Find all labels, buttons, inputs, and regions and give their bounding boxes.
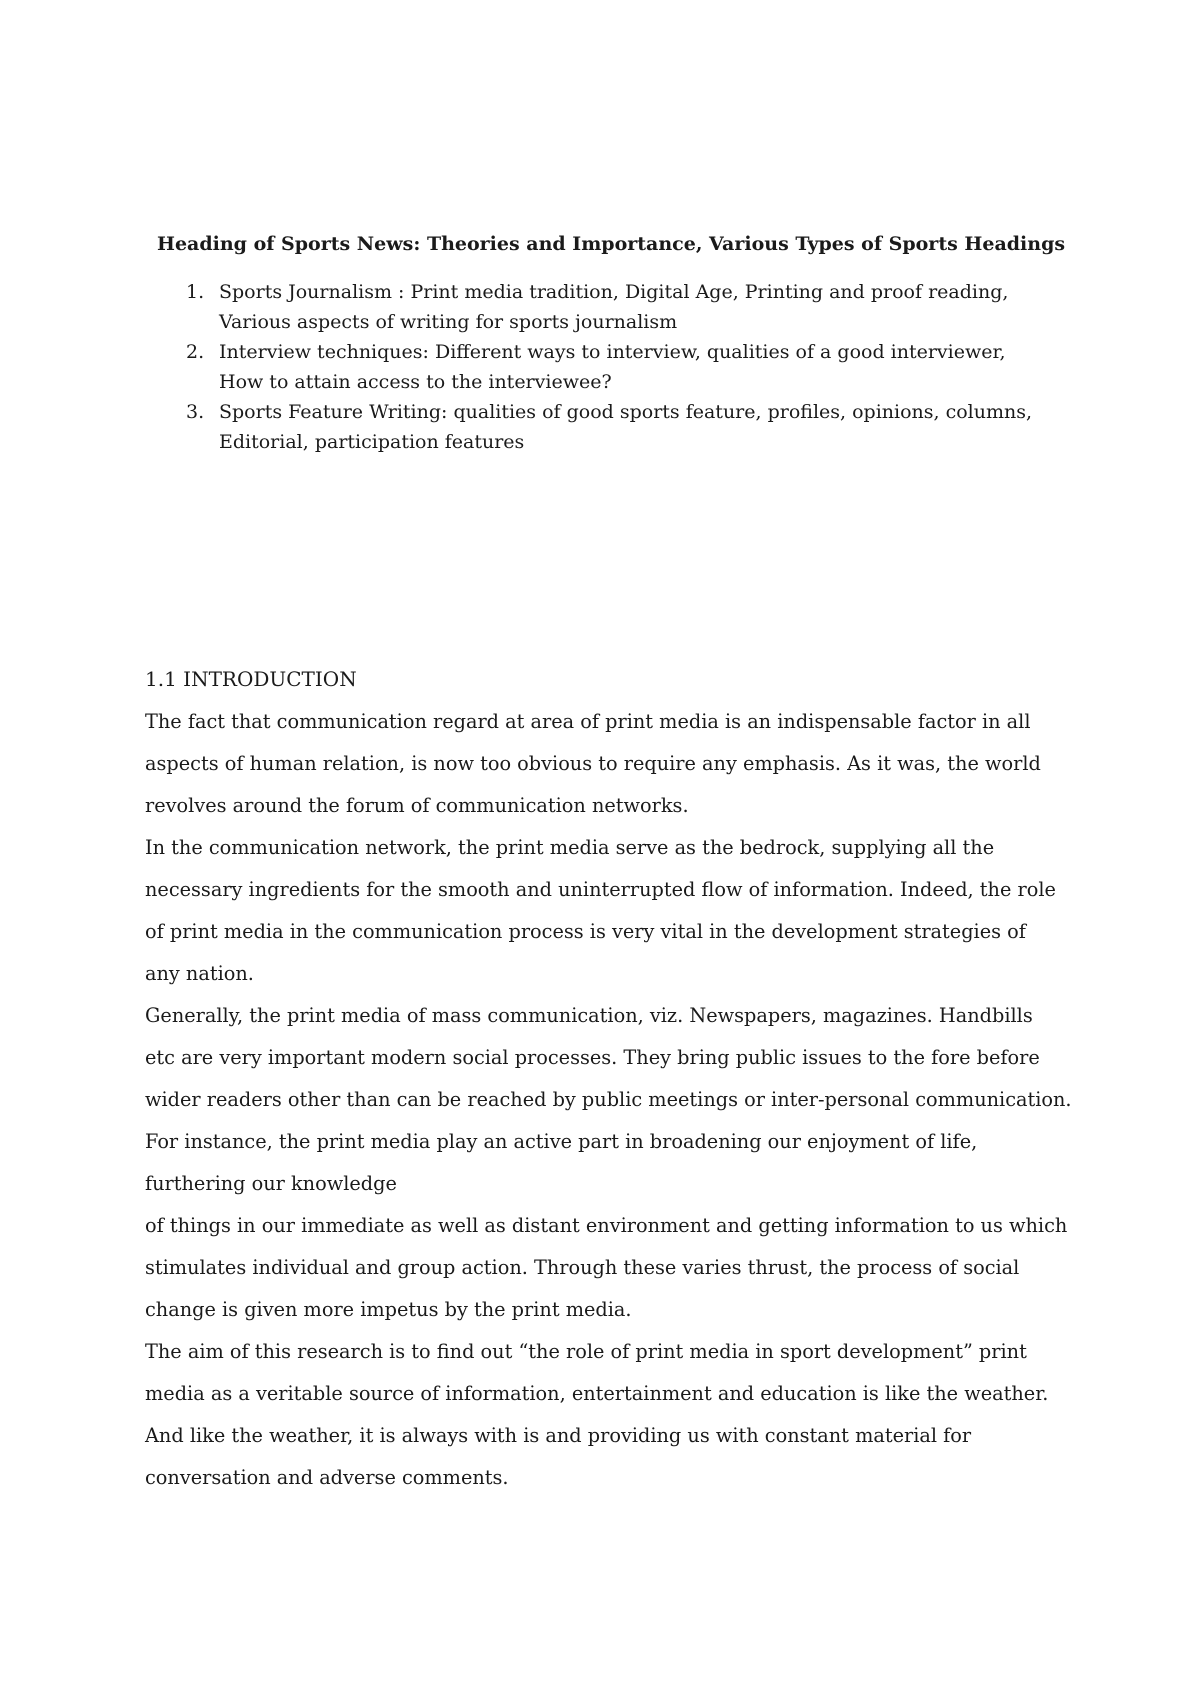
text-line: revolves around the forum of communication networks. [145,794,689,817]
text-line: Generally, the print media of mass communication, viz. Newspapers, magazines. Handbills [145,1004,1033,1027]
section-heading: 1.1 INTRODUCTION [145,667,357,691]
list-item-text: Various aspects of writing for sports journalism [219,311,678,333]
list-item-text: Editorial, participation features [219,431,525,453]
text-line: any nation. [145,962,254,985]
text-line: In the communication network, the print media serve as the bedrock, supplying all the [145,836,995,859]
text-line: furthering our knowledge [145,1172,397,1195]
list-item-number: 1. [186,281,205,303]
text-line: And like the weather, it is always with is and providing us with constant material for [145,1424,972,1447]
text-line: etc are very important modern social processes. They bring public issues to the fore before [145,1046,1040,1069]
list-item-text: Sports Journalism : Print media tradition, Digital Age, Printing and proof reading, [219,281,1009,303]
introduction-body [145,701,1095,1499]
text-line: The aim of this research is to find out “the role of print media in sport development” print [145,1340,1027,1363]
list-item-number: 2. [186,341,205,363]
list-item-text: Sports Feature Writing: qualities of good sports feature, profiles, opinions, columns, [219,401,1033,423]
list-item [186,337,1066,397]
text-line: of print media in the communication process is very vital in the development strategies of [145,920,1026,943]
text-line: The fact that communication regard at area of print media is an indispensable factor in all [145,710,1031,733]
list-item [186,277,1066,337]
text-line: stimulates individual and group action. Through these varies thrust, the process of social [145,1256,1020,1279]
text-line: change is given more impetus by the print media. [145,1298,632,1321]
document-title: Heading of Sports News: Theories and Importance, Various Types of Sports Headings [157,233,1066,255]
text-line: wider readers other than can be reached by public meetings or inter-personal communication. [145,1088,1072,1111]
list-item-text: Interview techniques: Different ways to interview, qualities of a good interviewer, [219,341,1006,363]
topics-list [186,277,1066,457]
text-line: For instance, the print media play an active part in broadening our enjoyment of life, [145,1130,978,1153]
list-item [186,397,1066,457]
text-line: of things in our immediate as well as distant environment and getting information to us which [145,1214,1068,1237]
text-line: aspects of human relation, is now too obvious to require any emphasis. As it was, the world [145,752,1041,775]
text-line: conversation and adverse comments. [145,1466,509,1489]
list-item-text: How to attain access to the interviewee? [219,371,612,393]
text-line: necessary ingredients for the smooth and uninterrupted flow of information. Indeed, the role [145,878,1056,901]
text-line: media as a veritable source of information, entertainment and education is like the weather. [145,1382,1049,1405]
list-item-number: 3. [186,401,205,423]
